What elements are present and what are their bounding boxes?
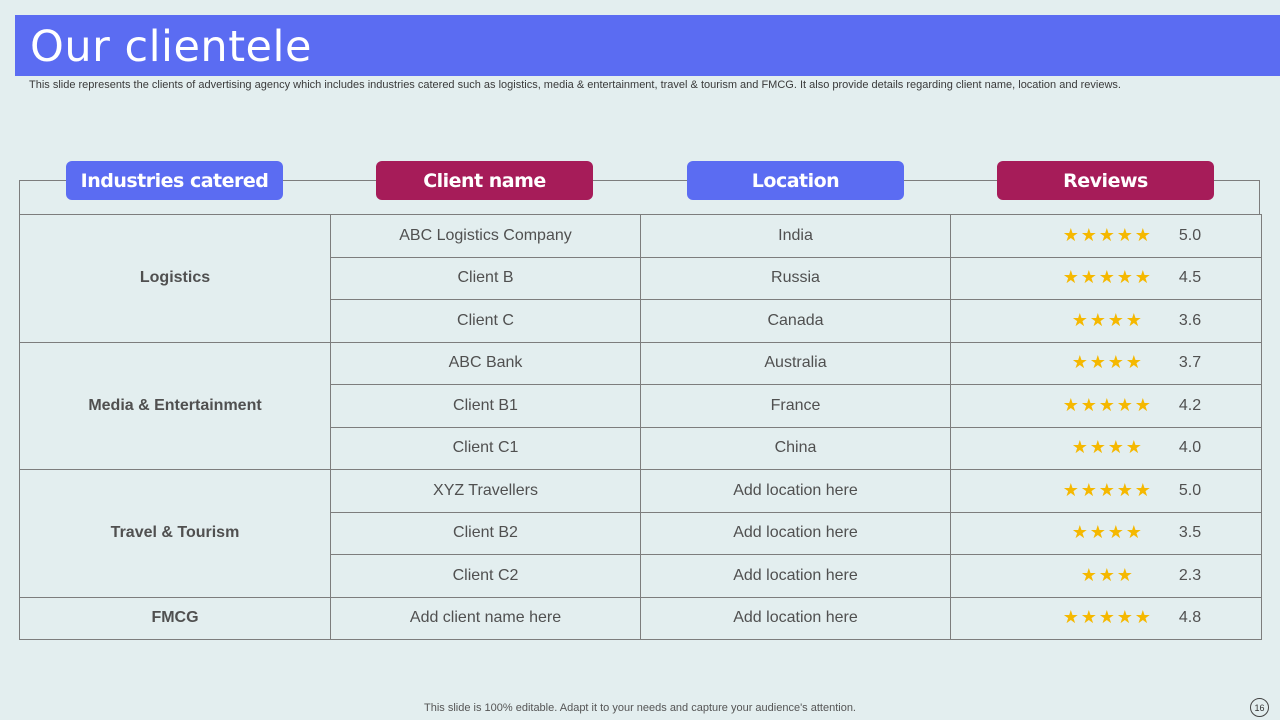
star-icon: ★ xyxy=(1062,479,1079,500)
star-rating xyxy=(1059,311,1155,331)
review-cell xyxy=(951,342,1262,385)
star-icon: ★ xyxy=(1134,267,1151,288)
footer-note: This slide is 100% editable. Adapt it to your needs and capture your audience's attention. xyxy=(424,702,856,714)
star-icon: ★ xyxy=(1080,564,1097,585)
star-icon: ★ xyxy=(1098,394,1115,415)
clientele-table xyxy=(19,214,1262,640)
review-score: 5.0 xyxy=(1178,226,1202,244)
industry-cell: Logistics xyxy=(20,215,331,343)
star-rating xyxy=(1059,268,1155,288)
star-icon: ★ xyxy=(1107,352,1124,373)
review-score: 4.5 xyxy=(1178,269,1202,287)
star-icon: ★ xyxy=(1125,437,1142,458)
industry-cell: Media & Entertainment xyxy=(20,342,331,470)
client-name-cell: Client B1 xyxy=(331,385,641,428)
star-icon: ★ xyxy=(1071,437,1088,458)
location-cell: Add location here xyxy=(641,470,951,513)
star-rating xyxy=(1059,438,1155,458)
star-icon: ★ xyxy=(1098,607,1115,628)
client-name-cell: ABC Bank xyxy=(331,342,641,385)
review-score: 4.8 xyxy=(1178,609,1202,627)
client-name-cell: Client C xyxy=(331,300,641,343)
star-icon: ★ xyxy=(1107,522,1124,543)
industry-cell: Travel & Tourism xyxy=(20,470,331,598)
star-icon: ★ xyxy=(1116,564,1133,585)
client-name-cell: XYZ Travellers xyxy=(331,470,641,513)
location-cell: France xyxy=(641,385,951,428)
client-name-cell: Client C1 xyxy=(331,427,641,470)
star-icon: ★ xyxy=(1125,309,1142,330)
table-row xyxy=(20,215,1262,258)
star-rating xyxy=(1059,523,1155,543)
page-subtitle: This slide represents the clients of advertising agency which includes industries catered such as logistics, media & entertainment, travel & tourism and FMCG. It also provide details regarding client name, location and reviews. xyxy=(29,79,1121,91)
review-cell xyxy=(951,300,1262,343)
location-cell: China xyxy=(641,427,951,470)
location-cell: Add location here xyxy=(641,555,951,598)
star-icon: ★ xyxy=(1089,522,1106,543)
header-industries-catered: Industries catered xyxy=(66,161,283,200)
header-location: Location xyxy=(687,161,904,200)
review-cell xyxy=(951,555,1262,598)
review-score: 5.0 xyxy=(1178,481,1202,499)
table-row xyxy=(20,470,1262,513)
industry-cell: FMCG xyxy=(20,597,331,640)
star-icon: ★ xyxy=(1125,522,1142,543)
page-title: Our clientele xyxy=(30,22,312,72)
star-icon: ★ xyxy=(1080,224,1097,245)
star-rating xyxy=(1059,608,1155,628)
review-score: 3.7 xyxy=(1178,354,1202,372)
star-icon: ★ xyxy=(1134,607,1151,628)
star-icon: ★ xyxy=(1098,267,1115,288)
star-icon: ★ xyxy=(1098,224,1115,245)
star-icon: ★ xyxy=(1116,607,1133,628)
review-cell xyxy=(951,470,1262,513)
review-cell xyxy=(951,427,1262,470)
client-name-cell: Client B xyxy=(331,257,641,300)
location-cell: Canada xyxy=(641,300,951,343)
star-icon: ★ xyxy=(1125,352,1142,373)
table-row xyxy=(20,597,1262,640)
location-cell: Add location here xyxy=(641,512,951,555)
client-name-cell: Client B2 xyxy=(331,512,641,555)
star-icon: ★ xyxy=(1116,394,1133,415)
star-icon: ★ xyxy=(1089,352,1106,373)
review-score: 4.0 xyxy=(1178,439,1202,457)
review-score: 2.3 xyxy=(1178,566,1202,584)
star-icon: ★ xyxy=(1062,267,1079,288)
review-cell xyxy=(951,512,1262,555)
location-cell: Australia xyxy=(641,342,951,385)
location-cell: Russia xyxy=(641,257,951,300)
star-icon: ★ xyxy=(1116,479,1133,500)
star-icon: ★ xyxy=(1116,224,1133,245)
star-icon: ★ xyxy=(1134,479,1151,500)
client-name-cell: Add client name here xyxy=(331,597,641,640)
star-icon: ★ xyxy=(1071,352,1088,373)
client-name-cell: ABC Logistics Company xyxy=(331,215,641,258)
star-icon: ★ xyxy=(1062,394,1079,415)
client-name-cell: Client C2 xyxy=(331,555,641,598)
location-cell: Add location here xyxy=(641,597,951,640)
star-icon: ★ xyxy=(1098,479,1115,500)
star-icon: ★ xyxy=(1107,437,1124,458)
star-icon: ★ xyxy=(1062,607,1079,628)
star-icon: ★ xyxy=(1080,394,1097,415)
review-cell xyxy=(951,257,1262,300)
table-row xyxy=(20,342,1262,385)
review-score: 4.2 xyxy=(1178,396,1202,414)
review-score: 3.6 xyxy=(1178,311,1202,329)
star-icon: ★ xyxy=(1089,437,1106,458)
header-client-name: Client name xyxy=(376,161,593,200)
star-icon: ★ xyxy=(1071,309,1088,330)
review-cell xyxy=(951,215,1262,258)
star-rating xyxy=(1059,566,1155,586)
star-rating xyxy=(1059,226,1155,246)
star-icon: ★ xyxy=(1080,607,1097,628)
location-cell: India xyxy=(641,215,951,258)
review-cell xyxy=(951,385,1262,428)
star-rating xyxy=(1059,481,1155,501)
star-icon: ★ xyxy=(1098,564,1115,585)
header-reviews: Reviews xyxy=(997,161,1214,200)
star-icon: ★ xyxy=(1107,309,1124,330)
star-icon: ★ xyxy=(1071,522,1088,543)
star-icon: ★ xyxy=(1080,479,1097,500)
star-icon: ★ xyxy=(1134,224,1151,245)
star-icon: ★ xyxy=(1116,267,1133,288)
page-number: 16 xyxy=(1250,698,1269,717)
star-icon: ★ xyxy=(1089,309,1106,330)
review-score: 3.5 xyxy=(1178,524,1202,542)
star-icon: ★ xyxy=(1134,394,1151,415)
star-icon: ★ xyxy=(1080,267,1097,288)
star-icon: ★ xyxy=(1062,224,1079,245)
review-cell xyxy=(951,597,1262,640)
star-rating xyxy=(1059,353,1155,373)
star-rating xyxy=(1059,396,1155,416)
